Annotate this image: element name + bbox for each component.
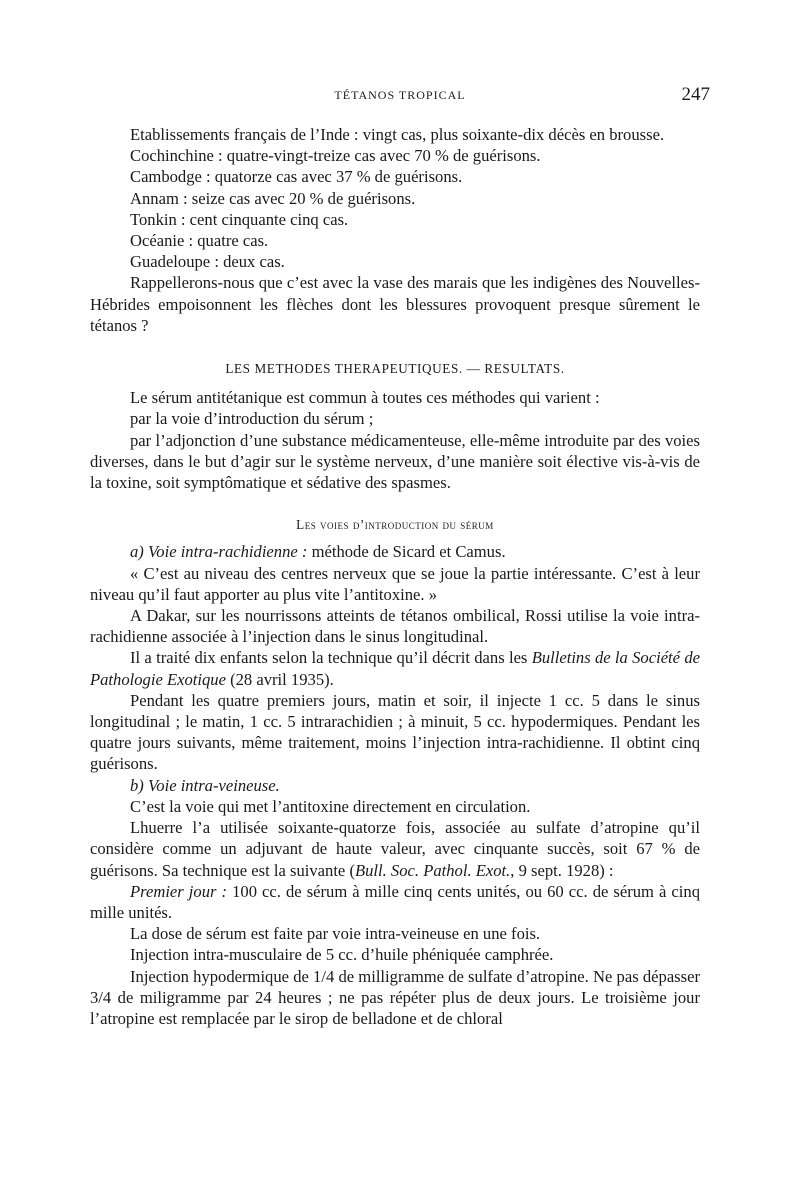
paragraph-inde: Etablissements français de l’Inde : vingt cas, plus soixante-dix décès en brousse. xyxy=(130,125,665,144)
paragraph-pendant: Pendant les quatre premiers jours, matin et soir, il injecte 1 cc. 5 dans le sinus longitudinal ; le matin, 1 cc. 5 intrarachidien ; à minuit, 5 cc. hypodermiques. Pendant les quatre jours suivants, même traitement, moins l’injection intra-rachidienne. Il obtint cinq guérisons. xyxy=(90,690,700,774)
lhuerre-post: , 9 sept. 1928) : xyxy=(510,860,614,880)
paragraph-cambodge: Cambodge : quatorze cas avec 37 % de guérisons. xyxy=(130,167,463,187)
paragraph-voie-introduction: par la voie d’introduction du sérum ; xyxy=(130,409,374,429)
paragraph-intra-musculaire: Injection intra-musculaire de 5 cc. d’huile phéniquée camphrée. xyxy=(130,945,554,965)
voie-a-title: Voie intra-rachidienne : xyxy=(147,542,308,562)
lhuerre-pre: Lhuerre l’a utilisée soixante-quatorze fois, associée au sulfate d’atropine qu’il considère comme un adjuvant de haute valeur, avec cinquante succès, soit 67 % de guérisons. Sa technique est la suivante ( xyxy=(90,818,700,880)
page-number: 247 xyxy=(681,84,710,105)
voie-b-title: Voie intra-veineuse. xyxy=(147,775,280,795)
paragraph-lhuerre xyxy=(90,817,700,881)
section-title-methodes: LES METHODES THERAPEUTIQUES. — RESULTATS. xyxy=(225,361,565,377)
paragraph-circulation: C’est la voie qui met l’antitoxine directement en circulation. xyxy=(130,796,531,816)
section-title-voies: Les voies d’introduction du sérum xyxy=(296,517,494,533)
paragraph-adjonction: par l’adjonction d’une substance médicamenteuse, elle-même introduite par des voies diverses, dans le but d’agir sur le système nerveux, d’une manière soit élective vis-à-vis de la toxine, soit symptômatique et sédative des spasmes. xyxy=(90,430,700,493)
voie-b-label: b) xyxy=(130,775,144,795)
paragraph-traite xyxy=(90,647,700,689)
page-header xyxy=(90,84,710,110)
paragraph-nouvelles-hebrides: Rappellerons-nous que c’est avec la vase des marais que les indigènes des Nouvelles-Hébrides empoisonnent les flèches dont les blessures provoquent presque sûrement le tétanos ? xyxy=(90,273,700,335)
paragraph-premier-jour xyxy=(90,881,700,923)
paragraph-serum-commun: Le sérum antitétanique est commun à toutes ces méthodes qui varient : xyxy=(130,388,600,408)
paragraph-tonkin: Tonkin : cent cinquante cinq cas. xyxy=(130,209,349,229)
paragraph-guadeloupe: Guadeloupe : deux cas. xyxy=(130,252,285,272)
paragraph-hypodermique: Injection hypodermique de 1/4 de milligramme de sulfate d’atropine. Ne pas dépasser 3/4 de miligramme par 24 heures ; ne pas répéter plus de deux jours. Le troisième jour l’atropine est remplacée par le sirop de belladone et de chloral xyxy=(90,966,700,1028)
running-title: TÉTANOS TROPICAL xyxy=(334,88,466,102)
page-body xyxy=(90,124,700,1029)
premier-jour-label: Premier jour : xyxy=(130,881,228,901)
traite-pre: Il a traité dix enfants selon la technique qu’il décrit dans les xyxy=(130,648,532,668)
paragraph-quote: « C’est au niveau des centres nerveux que se joue la partie intéressante. C’est à leur niveau qu’il faut apporter au plus vite l’antitoxine. » xyxy=(90,563,700,604)
traite-post: (28 avril 1935). xyxy=(225,669,334,689)
paragraph-voie-b xyxy=(90,775,700,796)
paragraph-dose: La dose de sérum est faite par voie intra-veineuse en une fois. xyxy=(130,924,541,944)
paragraph-dakar: A Dakar, sur les nourrissons atteints de tétanos ombilical, Rossi utilise la voie intra-rachidienne associée à l’injection dans le sinus longitudinal. xyxy=(90,606,700,647)
paragraph-cochinchine: Cochinchine : quatre-vingt-treize cas avec 70 % de guérisons. xyxy=(130,146,541,166)
voie-a-label: a) xyxy=(130,542,144,562)
voie-a-text: méthode de Sicard et Camus. xyxy=(307,542,506,562)
lhuerre-ref: Bull. Soc. Pathol. Exot. xyxy=(354,860,511,880)
premier-jour-text: 100 cc. de sérum à mille cinq cents unités, ou 60 cc. de sérum à cinq mille unités. xyxy=(90,881,700,922)
paragraph-oceanie: Océanie : quatre cas. xyxy=(130,231,269,251)
bulletin-title: Bulletins de la Société de Pathologie Exotique xyxy=(90,648,700,689)
paragraph-annam: Annam : seize cas avec 20 % de guérisons. xyxy=(130,188,416,208)
paragraph-voie-a xyxy=(90,541,700,562)
